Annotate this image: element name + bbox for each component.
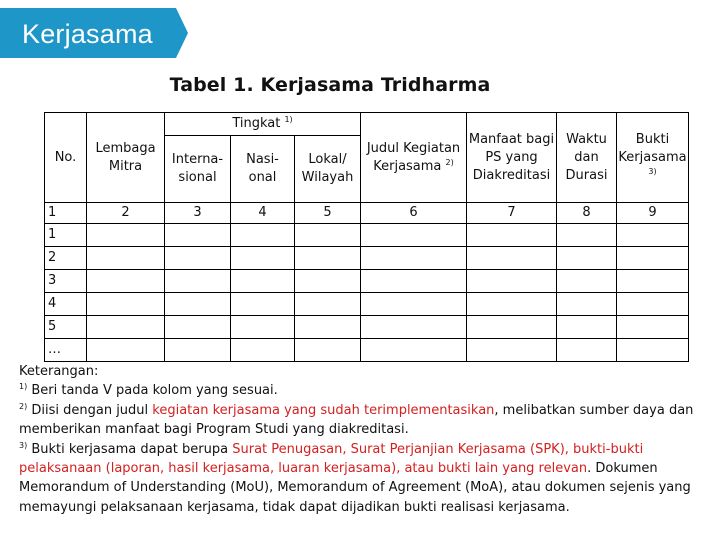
note-2-highlight: kegiatan kerjasama yang sudah terimplementasikan xyxy=(152,402,495,418)
table-cell[interactable] xyxy=(557,224,617,247)
table-cell[interactable] xyxy=(557,316,617,339)
column-number: 8 xyxy=(557,203,617,224)
table-cell[interactable] xyxy=(557,270,617,293)
table-cell[interactable] xyxy=(87,224,165,247)
table-cell[interactable] xyxy=(361,293,467,316)
header-tingkat-label: Tingkat xyxy=(232,116,281,131)
note-3-marker: 3) xyxy=(19,440,28,450)
table-row xyxy=(45,293,689,316)
row-number: 4 xyxy=(45,293,87,316)
table-cell[interactable] xyxy=(557,247,617,270)
table-cell[interactable] xyxy=(231,247,295,270)
note-3 xyxy=(19,440,709,518)
table-cell[interactable] xyxy=(617,224,689,247)
header-judul-label: Judul Kegiatan Kerjasama xyxy=(366,140,461,174)
note-2-text-start: Diisi dengan judul xyxy=(31,402,153,418)
table-cell[interactable] xyxy=(617,293,689,316)
table-cell[interactable] xyxy=(165,339,231,362)
column-number: 4 xyxy=(231,203,295,224)
row-number: 5 xyxy=(45,316,87,339)
column-number: 6 xyxy=(361,203,467,224)
notes-section xyxy=(19,362,709,517)
table-cell[interactable] xyxy=(361,316,467,339)
header-waktu: Waktu dan Durasi xyxy=(557,113,617,203)
header-judul-kegiatan xyxy=(361,113,467,203)
table-cell[interactable] xyxy=(617,316,689,339)
column-number: 7 xyxy=(467,203,557,224)
note-3-text-end: . Dokumen Memorandum of Understanding (MoU), Memorandum of Agreement (MoA), atau dokumen sejenis yang memayungi pelaksanaan kerjasama, tidak dapat dijadikan bukti realisasi kerjasama. xyxy=(19,461,691,515)
section-banner xyxy=(0,8,190,58)
column-number: 5 xyxy=(295,203,361,224)
table-row xyxy=(45,270,689,293)
table-cell[interactable] xyxy=(557,339,617,362)
table-cell[interactable] xyxy=(467,339,557,362)
header-bukti-label: Bukti Kerjasama xyxy=(618,131,687,165)
table-cell[interactable] xyxy=(467,224,557,247)
table-cell[interactable] xyxy=(361,224,467,247)
note-1-marker: 1) xyxy=(19,382,28,392)
table-cell[interactable] xyxy=(361,339,467,362)
table-cell[interactable] xyxy=(231,293,295,316)
table-row xyxy=(45,247,689,270)
table-row xyxy=(45,316,689,339)
row-number: 3 xyxy=(45,270,87,293)
row-number: 1 xyxy=(45,224,87,247)
column-number: 9 xyxy=(617,203,689,224)
table-cell[interactable] xyxy=(87,293,165,316)
table-cell[interactable] xyxy=(295,293,361,316)
table-cell[interactable] xyxy=(361,270,467,293)
column-number-row xyxy=(45,203,689,224)
header-internasional: Interna- sional xyxy=(165,136,231,203)
table-cell[interactable] xyxy=(361,247,467,270)
header-lokal-wilayah: Lokal/ Wilayah xyxy=(295,136,361,203)
table-cell[interactable] xyxy=(467,270,557,293)
table-cell[interactable] xyxy=(617,339,689,362)
table-cell[interactable] xyxy=(295,339,361,362)
table-cell[interactable] xyxy=(467,247,557,270)
notes-heading: Keterangan: xyxy=(19,364,99,379)
table-cell[interactable] xyxy=(295,224,361,247)
kerjasama-table xyxy=(44,112,689,362)
table-cell[interactable] xyxy=(231,270,295,293)
table-cell[interactable] xyxy=(617,270,689,293)
row-number: … xyxy=(45,339,87,362)
note-3-highlight: Surat Penugasan, Surat Perjanjian Kerjasama (SPK), bukti-bukti pelaksanaan (laporan, hasil kerjasama, luaran kerjasama), atau bukti lain yang relevan xyxy=(19,441,644,477)
banner-title: Kerjasama xyxy=(22,19,153,49)
column-number: 3 xyxy=(165,203,231,224)
table-cell[interactable] xyxy=(165,293,231,316)
table-cell[interactable] xyxy=(87,316,165,339)
header-row-top xyxy=(45,113,689,136)
table-cell[interactable] xyxy=(467,293,557,316)
table-cell[interactable] xyxy=(87,339,165,362)
header-tingkat xyxy=(165,113,361,136)
table-row xyxy=(45,224,689,247)
header-nasional: Nasi- onal xyxy=(231,136,295,203)
header-judul-note: 2) xyxy=(445,157,454,167)
note-2-text-end: , melibatkan sumber daya dan memberikan manfaat bagi Program Studi yang diakreditasi. xyxy=(19,402,694,438)
header-no: No. xyxy=(45,113,87,203)
table-cell[interactable] xyxy=(165,247,231,270)
table-cell[interactable] xyxy=(231,224,295,247)
table-cell[interactable] xyxy=(165,316,231,339)
table-cell[interactable] xyxy=(87,270,165,293)
header-bukti-note: 3) xyxy=(648,166,657,176)
header-lembaga-mitra: Lembaga Mitra xyxy=(87,113,165,203)
column-number: 1 xyxy=(45,203,87,224)
column-number: 2 xyxy=(87,203,165,224)
row-number: 2 xyxy=(45,247,87,270)
table-cell[interactable] xyxy=(617,247,689,270)
table-cell[interactable] xyxy=(295,316,361,339)
note-2-marker: 2) xyxy=(19,401,28,411)
table-cell[interactable] xyxy=(231,339,295,362)
note-1 xyxy=(19,381,709,400)
table-cell[interactable] xyxy=(557,293,617,316)
table-cell[interactable] xyxy=(467,316,557,339)
note-1-text: Beri tanda V pada kolom yang sesuai. xyxy=(31,383,278,399)
table-cell[interactable] xyxy=(295,247,361,270)
table-cell[interactable] xyxy=(295,270,361,293)
note-3-text-start: Bukti kerjasama dapat berupa xyxy=(31,441,233,457)
header-manfaat: Manfaat bagi PS yang Diakreditasi xyxy=(467,113,557,203)
header-bukti xyxy=(617,113,689,203)
table-cell[interactable] xyxy=(165,270,231,293)
table-cell[interactable] xyxy=(231,316,295,339)
table-title: Tabel 1. Kerjasama Tridharma xyxy=(169,74,491,96)
table-cell[interactable] xyxy=(87,247,165,270)
table-cell[interactable] xyxy=(165,224,231,247)
header-tingkat-note: 1) xyxy=(284,115,293,124)
table-row xyxy=(45,339,689,362)
note-2 xyxy=(19,401,709,440)
